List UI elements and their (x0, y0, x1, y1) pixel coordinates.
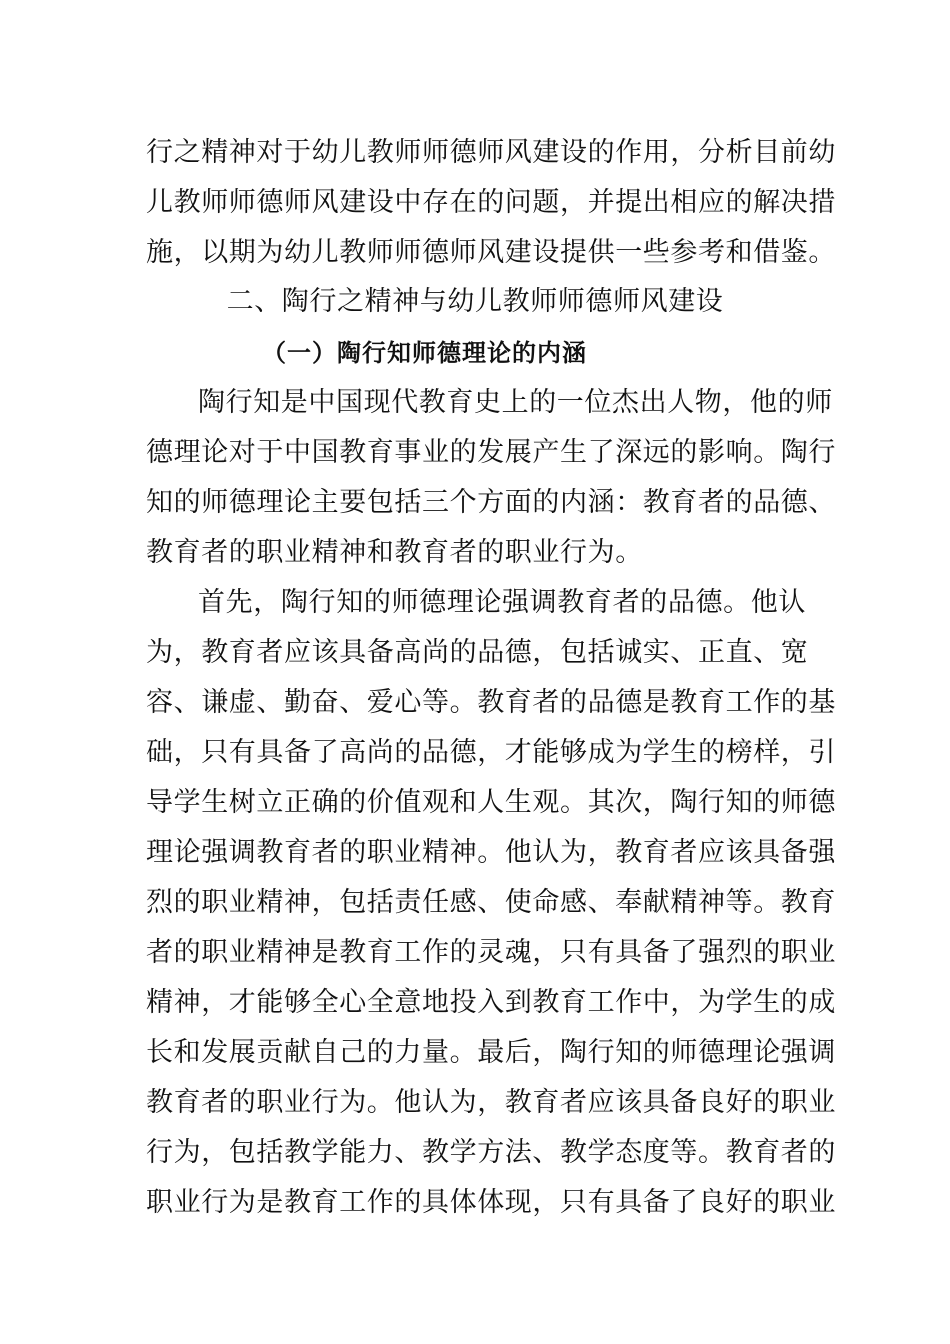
para2-line-3: 容、谦虚、勤奋、爱心等。教育者的品德是教育工作的基 (146, 687, 836, 718)
para2-line-13: 职业行为是教育工作的具体体现，只有具备了良好的职业 (146, 1187, 836, 1218)
para2-line-8: 者的职业精神是教育工作的灵魂，只有具备了强烈的职业 (146, 937, 836, 968)
para1-line-1: 陶行知是中国现代教育史上的一位杰出人物，他的师 (198, 387, 833, 418)
section-heading: 二、陶行之精神与幼儿教师师德师风建设 (226, 286, 724, 317)
intro-line-2: 儿教师师德师风建设中存在的问题，并提出相应的解决措 (146, 187, 836, 218)
para2-line-7: 烈的职业精神，包括责任感、使命感、奉献精神等。教育 (146, 887, 836, 918)
para1-line-3: 知的师德理论主要包括三个方面的内涵：教育者的品德、 (146, 487, 836, 518)
para1-line-2: 德理论对于中国教育事业的发展产生了深远的影响。陶行 (146, 437, 836, 468)
para2-line-11: 教育者的职业行为。他认为，教育者应该具备良好的职业 (146, 1087, 836, 1118)
para2-line-1: 首先，陶行知的师德理论强调教育者的品德。他认 (198, 587, 806, 618)
para2-line-10: 长和发展贡献自己的力量。最后，陶行知的师德理论强调 (146, 1037, 836, 1068)
para2-line-4: 础，只有具备了高尚的品德，才能够成为学生的榜样，引 (146, 737, 836, 768)
subsection-heading: （一）陶行知师德理论的内涵 (262, 338, 587, 367)
intro-line-3: 施，以期为幼儿教师师德师风建设提供一些参考和借鉴。 (146, 237, 836, 268)
para2-line-12: 行为，包括教学能力、教学方法、教学态度等。教育者的 (146, 1137, 836, 1168)
para2-line-2: 为，教育者应该具备高尚的品德，包括诚实、正直、宽 (146, 637, 809, 668)
intro-line-1: 行之精神对于幼儿教师师德师风建设的作用，分析目前幼 (146, 137, 836, 168)
para2-line-6: 理论强调教育者的职业精神。他认为，教育者应该具备强 (146, 837, 836, 868)
para2-line-5: 导学生树立正确的价值观和人生观。其次，陶行知的师德 (146, 787, 836, 818)
para2-line-9: 精神，才能够全心全意地投入到教育工作中，为学生的成 (146, 987, 836, 1018)
para1-line-4: 教育者的职业精神和教育者的职业行为。 (146, 537, 643, 568)
